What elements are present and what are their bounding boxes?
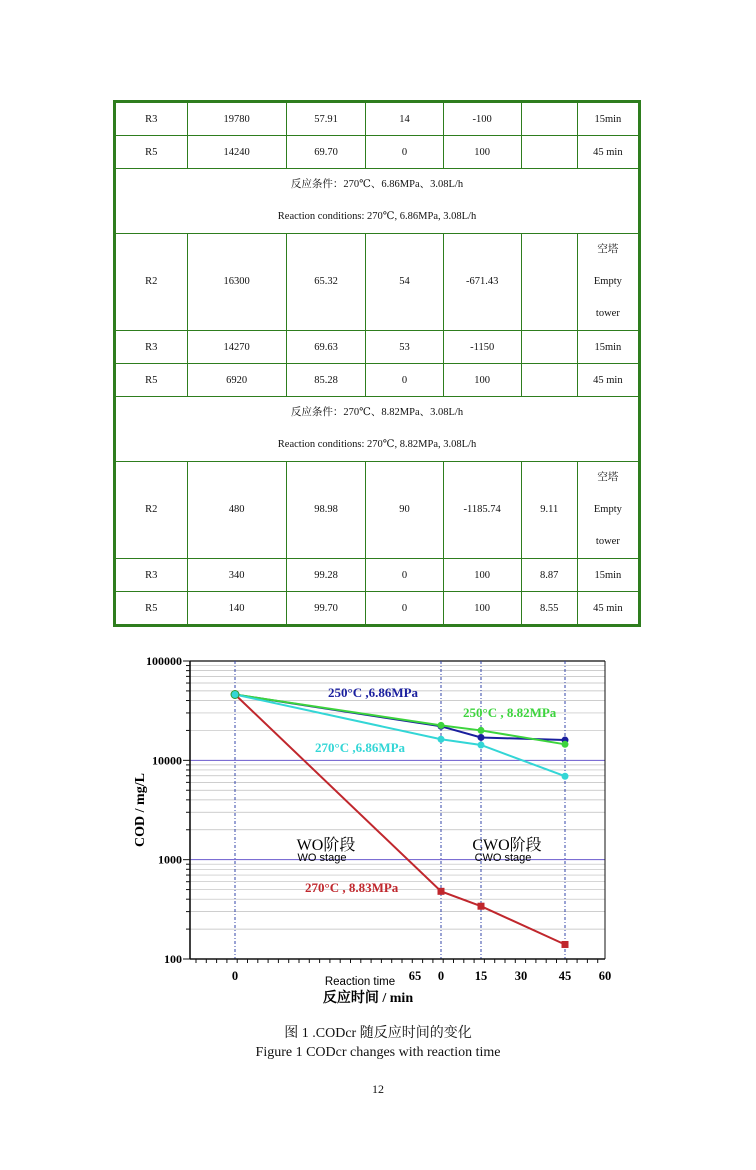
table-cell: 45 min [577, 592, 639, 626]
table-cell: 9.11 [521, 462, 577, 559]
table-cell: 99.28 [286, 559, 366, 592]
condition-cn: 反应条件：270℃、8.82MPa、3.08L/h [290, 407, 464, 418]
table-row [115, 136, 640, 169]
condition-cn: 反应条件：270℃、6.86MPa、3.08L/h [290, 179, 464, 190]
table-row [115, 234, 640, 331]
table-cell: 14240 [187, 136, 286, 169]
table-cell: 45 min [577, 364, 639, 397]
stage-label-cn: WO阶段 [296, 837, 356, 854]
data-point [478, 734, 485, 741]
x-tick-label: 60 [598, 969, 612, 983]
table-row [115, 559, 640, 592]
table-cell: 98.98 [286, 462, 366, 559]
table-row [115, 364, 640, 397]
x-tick-label: 0 [231, 969, 239, 983]
table-cell: 16300 [187, 234, 286, 331]
table-cell: R5 [115, 592, 188, 626]
y-tick-label: 100 [164, 952, 182, 966]
table-cell: 85.28 [286, 364, 366, 397]
cell-line: tower [595, 308, 620, 319]
cell-line: Empty [593, 504, 622, 515]
table-row [115, 397, 640, 462]
results-table [113, 100, 641, 627]
table-cell: 0 [366, 136, 443, 169]
table-cell: 15min [577, 102, 639, 136]
table-cell: -1150 [443, 331, 521, 364]
series-label: 270°C ,6.86MPa [315, 740, 406, 755]
table-cell [521, 136, 577, 169]
data-point [478, 727, 485, 734]
table-cell: 140 [187, 592, 286, 626]
data-point [438, 722, 445, 729]
table-cell: R3 [115, 331, 188, 364]
table-cell: 6920 [187, 364, 286, 397]
y-tick-label: 1000 [158, 852, 182, 867]
table-cell: R2 [115, 462, 188, 559]
start-point [231, 690, 239, 698]
table-cell [521, 364, 577, 397]
table-cell: 65.32 [286, 234, 366, 331]
cell-line: 空塔 [597, 244, 619, 255]
stage-label-cn: CWO阶段 [472, 837, 542, 854]
table-cell: R2 [115, 234, 188, 331]
table-cell: R3 [115, 102, 188, 136]
data-point [562, 773, 569, 780]
table-cell: R5 [115, 364, 188, 397]
page-number: 12 [372, 1082, 384, 1096]
condition-en: Reaction conditions: 270℃, 8.82MPa, 3.08L/h [277, 439, 477, 450]
stage-label-en: WO stage [297, 852, 347, 864]
table-cell: 45 min [577, 136, 639, 169]
table-cell: 69.70 [286, 136, 366, 169]
table-cell: 15min [577, 331, 639, 364]
results-table-body [115, 102, 640, 626]
table-cell: R3 [115, 559, 188, 592]
table-cell: 57.91 [286, 102, 366, 136]
y-tick-label: 100000 [146, 654, 182, 668]
table-cell: R5 [115, 136, 188, 169]
table-cell: 0 [366, 592, 443, 626]
table-cell: 340 [187, 559, 286, 592]
series-label: 250°C ,6.86MPa [328, 685, 419, 700]
table-cell: 100 [443, 559, 521, 592]
table-cell: 14270 [187, 331, 286, 364]
table-cell [521, 102, 577, 136]
table-cell: 100 [443, 592, 521, 626]
condition-cell [115, 397, 640, 462]
stage-label-en: CWO stage [474, 852, 532, 864]
y-axis-label: COD / mg/L [133, 773, 148, 847]
data-point [562, 941, 569, 948]
table-cell: 0 [366, 559, 443, 592]
condition-cell [115, 169, 640, 234]
table-cell [577, 462, 639, 559]
table-cell [577, 234, 639, 331]
table-cell: 14 [366, 102, 443, 136]
cell-line: tower [595, 536, 620, 547]
table-cell [521, 234, 577, 331]
data-point [438, 736, 445, 743]
table-row [115, 102, 640, 136]
table-row [115, 169, 640, 234]
table-cell: 15min [577, 559, 639, 592]
figure-caption-cn: 图 1 .CODcr 随反应时间的变化 [284, 1026, 472, 1041]
x-axis-label-cn: 反应时间 / min [322, 991, 414, 1006]
x-tick-label: 45 [558, 969, 572, 983]
table-cell: -671.43 [443, 234, 521, 331]
x-tick-label: 65 [408, 969, 422, 983]
table-cell: 0 [366, 364, 443, 397]
data-point [438, 888, 445, 895]
table-row [115, 592, 640, 626]
data-point [478, 741, 485, 748]
table-cell: 100 [443, 136, 521, 169]
figure-caption-en: Figure 1 CODcr changes with reaction time [255, 1045, 501, 1060]
x-axis-label-en: Reaction time [324, 976, 396, 988]
cell-line: Empty [593, 276, 622, 287]
table-cell: 100 [443, 364, 521, 397]
table-cell: 480 [187, 462, 286, 559]
table-cell: 8.55 [521, 592, 577, 626]
table-cell: 8.87 [521, 559, 577, 592]
table-cell: -100 [443, 102, 521, 136]
x-tick-label: 30 [514, 969, 528, 983]
series-label: 270°C , 8.83MPa [305, 880, 399, 895]
data-point [478, 903, 485, 910]
cell-line: 空塔 [597, 472, 619, 483]
condition-en: Reaction conditions: 270℃, 6.86MPa, 3.08L/h [277, 211, 477, 222]
table-cell: 69.63 [286, 331, 366, 364]
table-cell: 53 [366, 331, 443, 364]
x-tick-label: 0 [437, 969, 445, 983]
table-row [115, 462, 640, 559]
table-row [115, 331, 640, 364]
table-cell [521, 331, 577, 364]
table-cell: 99.70 [286, 592, 366, 626]
table-cell: 19780 [187, 102, 286, 136]
y-tick-label: 10000 [152, 753, 182, 768]
x-tick-label: 15 [474, 969, 488, 983]
cod-chart [118, 650, 618, 1010]
data-point [562, 741, 569, 748]
table-cell: 90 [366, 462, 443, 559]
series-label: 250°C , 8.82MPa [463, 705, 557, 720]
table-cell: -1185.74 [443, 462, 521, 559]
table-cell: 54 [366, 234, 443, 331]
